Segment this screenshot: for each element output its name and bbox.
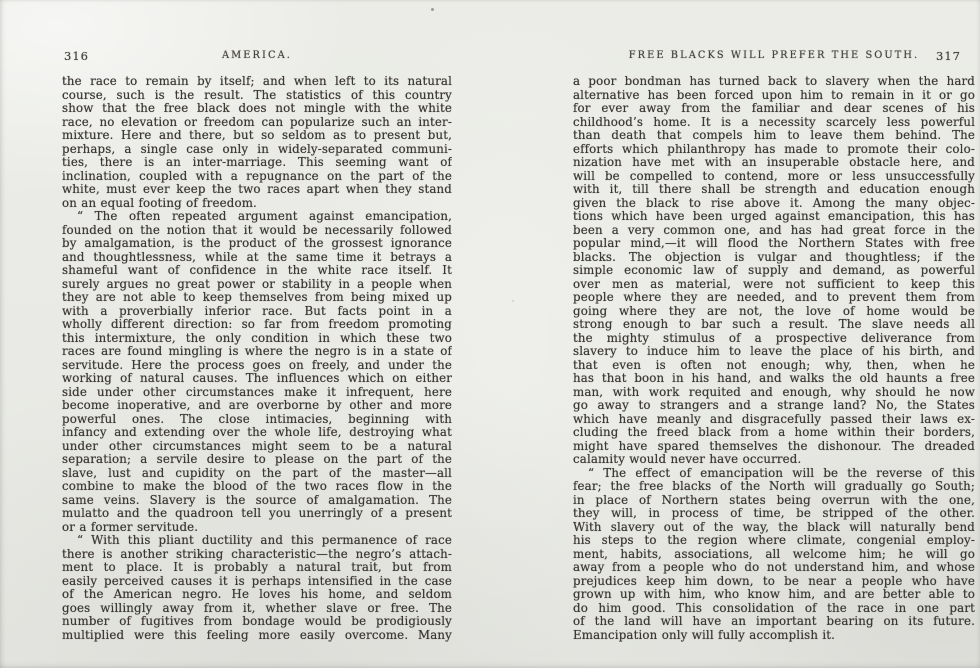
text-line: they will, in process of time, be stripped of the other. — [573, 507, 975, 520]
text-line: ment to place. It is probably a natural trait, but from — [62, 561, 452, 574]
text-line: ties, there is an inter-marriage. This seeming want of — [62, 156, 452, 169]
text-line: with a proverbially inferior race. But facts point in a — [62, 304, 452, 318]
text-line: surely argues no great power or stability in a people when — [62, 277, 452, 291]
text-line: by amalgamation, is the product of the grossest ignorance — [62, 237, 452, 250]
text-line: slave, lust and cupidity on the part of the master—all — [62, 466, 452, 480]
text-line: founded on the notion that it would be necessarily followed — [62, 223, 452, 237]
text-line: they are not able to keep themselves from being mixed up — [62, 291, 452, 304]
text-line: than death that compels him to leave them behind. The — [573, 129, 975, 142]
text-line: this intermixture, the only condition in which these two — [62, 331, 452, 345]
text-line: that even is often not enough; why, then, when he — [573, 358, 975, 372]
text-line: show that the free black does not mingle with the white — [62, 102, 452, 115]
text-line: in place of Northern states being overrun with the one, — [573, 493, 975, 507]
text-line: the race to remain by itself; and when left to its natural — [62, 75, 452, 88]
text-line: a poor bondman has turned back to slavery when the hard — [573, 75, 975, 88]
text-line: away from a people who do not understand him, and whose — [573, 561, 975, 574]
text-line: for ever away from the familiar and dear scenes of his — [573, 102, 975, 115]
text-line: given the black to rise above it. Among the many objec- — [573, 196, 975, 210]
text-line: childhood’s home. It is a necessity scarcely less powerful — [573, 115, 975, 129]
text-line: and thoughtlessness, while at the same time it betrays a — [62, 250, 452, 264]
text-line: separation; a servile desire to please on the part of the — [62, 453, 452, 466]
text-line: cluding the freed black from a home within their borders, — [573, 426, 975, 439]
text-line: “ The often repeated argument against emancipation, — [77, 210, 452, 223]
text-line: the mighty stimulus of a prospective deliverance from — [573, 331, 975, 345]
paragraph — [62, 210, 452, 534]
text-line: goes willingly away from it, whether slave or free. The — [62, 601, 452, 615]
text-line: grown up with him, who know him, and are better able to — [573, 588, 975, 601]
text-line: “ With this pliant ductility and this permanence of race — [77, 534, 452, 547]
scan-speck — [512, 300, 514, 302]
text-line: there is another striking characteristic—the negro’s attach- — [62, 547, 452, 561]
text-line: inclination, coupled with a repugnance on the part of the — [62, 169, 452, 183]
text-line: blacks. The objection is vulgar and thoughtless; if the — [573, 250, 975, 264]
text-line: nization have met with an insuperable obstacle here, and — [573, 156, 975, 169]
text-line: ment, habits, associations, all welcome him; he will go — [573, 547, 975, 561]
text-line: or a former servitude. — [62, 520, 199, 534]
right-running-title: FREE BLACKS WILL PREFER THE SOUTH. — [628, 50, 920, 61]
left-running-title: AMERICA. — [222, 50, 292, 61]
text-line: been a very common one, and has had great force in the — [573, 223, 975, 237]
text-line: has that boon in his hand, and walks the old haunts a free — [573, 372, 975, 385]
paragraph — [573, 467, 975, 643]
right-page — [573, 50, 975, 642]
text-line: efforts which philanthropy has made to promote their colo- — [573, 142, 975, 156]
text-line: on an equal footing of freedom. — [62, 196, 257, 210]
text-line: go away to strangers and a strange land? No, the States — [573, 399, 975, 412]
text-line: with it, till there shall be strength and education enough — [573, 183, 975, 196]
text-line: alternative has been forced upon him to remain in it or go — [573, 88, 975, 102]
text-line: which have meanly and disgracefully passed their laws ex- — [573, 412, 975, 426]
text-line: wholly different direction: so far from freedom promoting — [62, 318, 452, 331]
text-line: working of natural causes. The influences which on either — [62, 372, 452, 385]
text-line: white, must ever keep the two races apart when they stand — [62, 183, 452, 196]
text-line: his steps to the region where climate, congenial employ- — [573, 534, 975, 547]
text-line: multiplied were this feeling more easily overcome. Many — [62, 628, 452, 642]
text-line: shameful want of confidence in the white race itself. It — [62, 264, 452, 277]
text-line: course, such is the result. The statistics of this country — [62, 88, 452, 102]
left-page — [62, 50, 452, 642]
text-line: slavery to induce him to leave the place of his birth, and — [573, 345, 975, 358]
text-line: do him good. This consolidation of the race in one part — [573, 601, 975, 615]
paragraph — [62, 534, 452, 642]
text-line: popular mind,—it will flood the Northern States with free — [573, 237, 975, 250]
right-page-header — [573, 50, 975, 63]
text-line: become inoperative, and are overborne by other and more — [62, 399, 452, 412]
text-line: strong enough to bar such a result. The slave needs all — [573, 318, 975, 331]
text-line: prejudices keep him down, to be near a people who have — [573, 574, 975, 588]
text-line: will be compelled to contend, more or less unsuccessfully — [573, 169, 975, 183]
text-line: side under other circumstances make it infrequent, here — [62, 385, 452, 399]
scan-speck — [431, 8, 434, 11]
right-page-number: 317 — [936, 49, 961, 63]
right-page-body — [573, 75, 975, 642]
text-line: of the land will have an important bearing on its future. — [573, 615, 975, 628]
text-line: man, with work requited and enough, why should he now — [573, 385, 975, 399]
text-line: powerful ones. The close intimacies, beginning with — [62, 412, 452, 426]
left-page-header — [62, 50, 452, 63]
text-line: race, no elevation or freedom can popularize such an inter- — [62, 115, 452, 129]
text-line: calamity would never have occurred. — [573, 453, 802, 466]
left-page-body — [62, 75, 452, 642]
text-line: going where they are not, the love of home would be — [573, 304, 975, 318]
text-line: mulatto and the quadroon tell you unerringly of a present — [62, 507, 452, 520]
text-line: “ The effect of emancipation will be the reverse of this — [588, 466, 975, 480]
text-line: tions which have been urged against emancipation, this has — [573, 210, 975, 223]
text-line: same veins. Slavery is the source of amalgamation. The — [62, 493, 452, 507]
text-line: easily perceived causes it is perhaps intensified in the case — [62, 574, 452, 588]
text-line: With slavery out of the way, the black will naturally bend — [573, 520, 975, 534]
text-line: under other circumstances might seem to be a natural — [62, 439, 452, 453]
text-line: Emancipation only will fully accomplish it. — [573, 628, 836, 642]
text-line: of the American negro. He loves his home, and seldom — [62, 588, 452, 601]
text-line: fear; the free blacks of the North will gradually go South; — [573, 480, 975, 493]
text-line: combine to make the blood of the two races flow in the — [62, 480, 452, 493]
paragraph — [62, 75, 452, 210]
text-line: might have spared themselves the dishonour. The dreaded — [573, 439, 975, 453]
text-line: races are found mingling is where the negro is in a state of — [62, 345, 452, 358]
text-line: simple economic law of supply and demand, as powerful — [573, 264, 975, 277]
text-line: mixture. Here and there, but so seldom as to present but, — [62, 129, 452, 142]
text-line: number of fugitives from bondage would be prodigiously — [62, 615, 452, 628]
text-line: over men as material, were not sufficient to keep this — [573, 277, 975, 291]
paragraph — [573, 75, 975, 467]
text-line: people where they are needed, and to prevent them from — [573, 291, 975, 304]
text-line: servitude. Here the process goes on freely, and under the — [62, 358, 452, 372]
left-page-number: 316 — [64, 49, 89, 63]
text-line: infancy and extending over the whole life, destroying what — [62, 426, 452, 439]
text-line: perhaps, a single case only in widely-separated communi- — [62, 142, 452, 156]
